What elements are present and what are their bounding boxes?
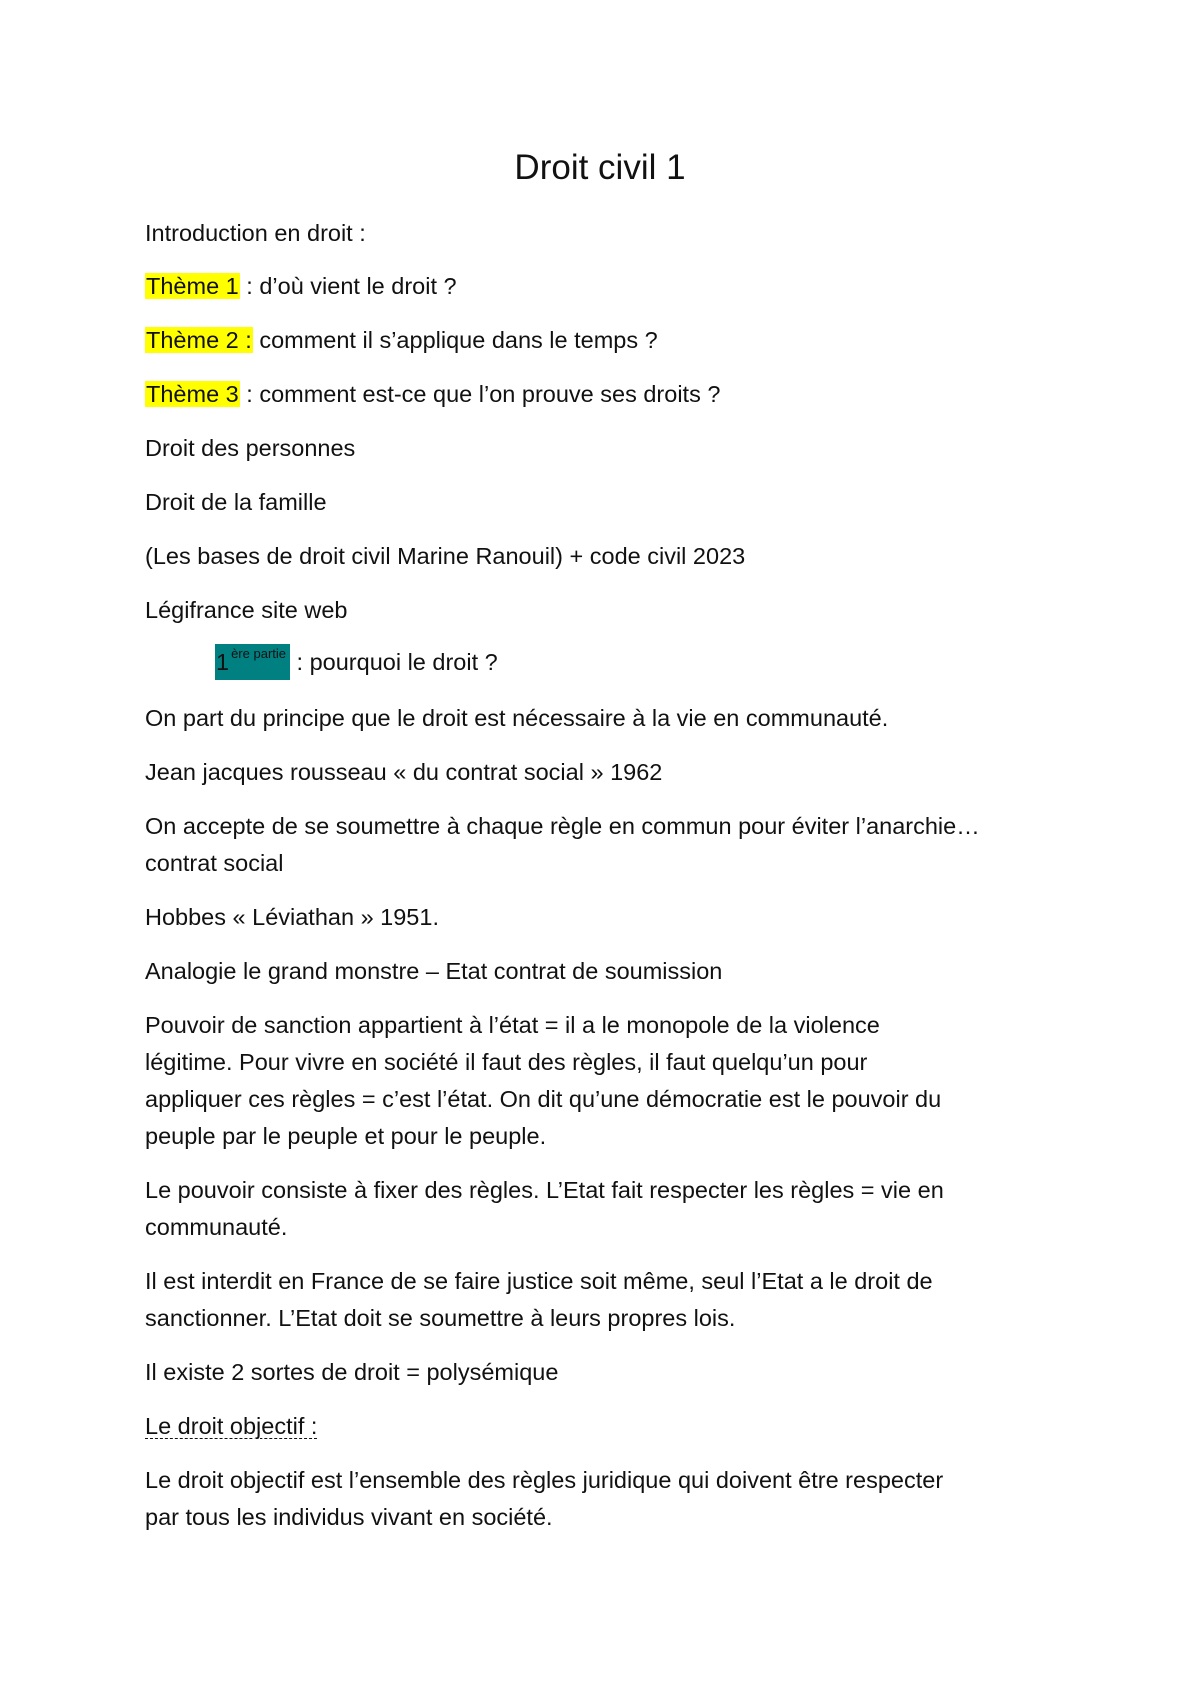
- objectif-line-1: Le droit objectif est l’ensemble des règles juridique qui doivent être respecter: [145, 1467, 944, 1493]
- theme-2-highlight: Thème 2 :: [146, 327, 252, 353]
- accepte-line-1: On accepte de se soumettre à chaque règle en commun pour éviter l’anarchie…: [145, 813, 980, 839]
- partie-number: 1: [216, 649, 230, 675]
- theme-2-text: comment il s’applique dans le temps ?: [252, 327, 658, 353]
- theme-1-line: [145, 268, 457, 304]
- principe-line: On part du principe que le droit est nécessaire à la vie en communauté.: [145, 705, 889, 731]
- hobbes-line: Hobbes « Léviathan » 1951.: [145, 904, 439, 930]
- intro-line: Introduction en droit :: [145, 220, 366, 246]
- pouvoir-line-2: légitime. Pour vivre en société il faut des règles, il faut quelqu’un pour: [145, 1049, 868, 1075]
- interdit-line-1: Il est interdit en France de se faire justice soit même, seul l’Etat a le droit de: [145, 1268, 933, 1294]
- page-title: Droit civil 1: [514, 148, 686, 187]
- partie-text: : pourquoi le droit ?: [290, 649, 498, 675]
- analogie-line: Analogie le grand monstre – Etat contrat de soumission: [145, 958, 723, 984]
- partie-heading: [215, 644, 498, 680]
- theme-3-text: : comment est-ce que l’on prouve ses droits ?: [239, 381, 721, 407]
- theme-2-line: [145, 322, 658, 358]
- pouvoir-line-4: peuple par le peuple et pour le peuple.: [145, 1123, 547, 1149]
- sortes-line: Il existe 2 sortes de droit = polysémique: [145, 1359, 559, 1385]
- theme-3-line: [145, 376, 720, 412]
- theme-1-text: : d’où vient le droit ?: [239, 273, 457, 299]
- theme-1-highlight: Thème 1: [146, 273, 239, 299]
- droit-objectif-heading: Le droit objectif :: [145, 1413, 318, 1439]
- bases-line: (Les bases de droit civil Marine Ranouil) + code civil 2023: [145, 543, 746, 569]
- objectif-line-2: par tous les individus vivant en société.: [145, 1504, 553, 1530]
- partie-highlight: [215, 644, 290, 680]
- interdit-line-2: sanctionner. L’Etat doit se soumettre à leurs propres lois.: [145, 1305, 736, 1331]
- accepte-line-2: contrat social: [145, 850, 284, 876]
- theme-3-highlight: Thème 3: [146, 381, 239, 407]
- fixer-line-2: communauté.: [145, 1214, 288, 1240]
- droit-personnes-line: Droit des personnes: [145, 435, 356, 461]
- rousseau-line: Jean jacques rousseau « du contrat social » 1962: [145, 759, 663, 785]
- partie-superscript: ère partie: [231, 646, 286, 661]
- fixer-line-1: Le pouvoir consiste à fixer des règles. L’Etat fait respecter les règles = vie en: [145, 1177, 944, 1203]
- pouvoir-line-1: Pouvoir de sanction appartient à l’état = il a le monopole de la violence: [145, 1012, 880, 1038]
- pouvoir-line-3: appliquer ces règles = c’est l’état. On dit qu’une démocratie est le pouvoir du: [145, 1086, 942, 1112]
- legifrance-line: Légifrance site web: [145, 597, 348, 623]
- droit-famille-line: Droit de la famille: [145, 489, 327, 515]
